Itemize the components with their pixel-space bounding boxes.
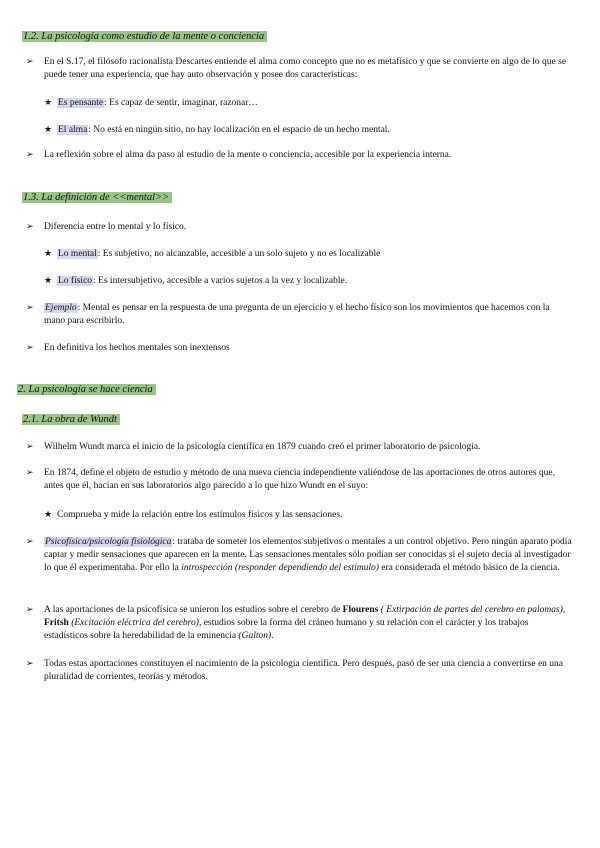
- arrow-bullet-icon: ➢: [26, 222, 34, 232]
- arrow-bullet-icon: ➢: [26, 343, 34, 353]
- arrow-bullet-icon: ➢: [26, 468, 34, 478]
- star-bullet-icon: ★: [44, 98, 53, 108]
- sub-bullet-el-alma: El alma: No está en ningún sitio, no hay localización en el espacio de un hecho mental.: [58, 125, 390, 135]
- bullet-reflexion: La reflexión sobre el alma da paso al estudio de la mente o conciencia, accesible por la experiencia interna.: [44, 150, 452, 160]
- bullet-nacimiento: Todas estas aportaciones constituyen el nacimiento de la psicología científica. Pero después, pasó de ser una ciencia a convertirse en una pluralidad de corrientes, teorías y métodos.: [44, 659, 564, 683]
- arrow-bullet-icon: ➢: [26, 303, 34, 313]
- heading-2: 2. La psicología se hace ciencia: [17, 383, 156, 396]
- arrow-bullet-icon: ➢: [26, 57, 34, 67]
- bullet-psicofisica: Psicofísica/psicología fisiológica: trataba de someter los elementos subjetivos o mentales a un control objetivo. Pero ningún aparato podía captar y medir sensaciones que aparecen en la mente. Las sensaciones mentales sólo podían ser conocidas si el sujeto decía al investigador lo que él experimentaba. Por ello la introspección (responder dependiendo del estímulo) era considerada el método básico de la ciencia.: [44, 537, 572, 574]
- bullet-1874: En 1874, define el objeto de estudio y método de una nueva ciencia independiente valiéndose de las aportaciones de otros autores que, antes que él, hacían en sus laboratorios algo parecido a lo que hizo Wundt en el suyo:: [44, 468, 555, 492]
- sub-bullet-comprueba: Comprueba y mide la relación entre los estímulos físicos y las sensaciones.: [57, 510, 343, 520]
- arrow-bullet-icon: ➢: [26, 150, 34, 160]
- bullet-wundt-1879: Wilhelm Wundt marca el inicio de la psicología científica en 1879 cuando creó el primer laboratorio de psicología.: [44, 442, 481, 452]
- bullet-ejemplo: Ejemplo: Mental es pensar en la respuesta de una pregunta de un ejercicio y el hecho físico son los movimientos que hacemos con la mano para escribirlo.: [44, 303, 550, 327]
- star-bullet-icon: ★: [44, 125, 53, 135]
- star-bullet-icon: ★: [44, 510, 53, 520]
- arrow-bullet-icon: ➢: [26, 605, 34, 615]
- star-bullet-icon: ★: [44, 249, 53, 259]
- heading-1-2: 1.2. La psicología como estudio de la mente o conciencia: [22, 30, 267, 43]
- heading-1-3: 1.3. La definición de <<mental>>: [22, 191, 172, 204]
- sub-bullet-es-pensante: Es pensante: Es capaz de sentir, imaginar, razonar…: [58, 98, 258, 108]
- bullet-inextensos: En definitiva los hechos mentales son inextensos: [44, 343, 230, 353]
- arrow-bullet-icon: ➢: [26, 659, 34, 669]
- sub-bullet-lo-mental: Lo mental: Es subjetivo, no alcanzable, accesible a un solo sujeto y no es localizable: [58, 249, 381, 259]
- bullet-diferencia: Diferencia entre lo mental y lo físico.: [44, 222, 187, 232]
- arrow-bullet-icon: ➢: [26, 537, 34, 547]
- heading-2-1: 2.1. La obra de Wundt: [22, 413, 120, 426]
- bullet-descartes: En el S.17, el filósofo racionalista Descartes entiende el alma como concepto que no es metafísico y que se convierte en algo de lo que se puede tener una experiencia, que hay auto observación y posee dos características:: [44, 57, 567, 81]
- star-bullet-icon: ★: [44, 276, 53, 286]
- arrow-bullet-icon: ➢: [26, 442, 34, 452]
- bullet-aportaciones: A las aportaciones de la psicofísica se unieron los estudios sobre el cerebro de Flourens ( Extirpación de partes del cerebro en palomas), Fritsh (Excitación eléctrica del cerebro), estudios sobre la forma del cráneo humano y su relación con el carácter y los trabajos estadísticos sobre la heredabilidad de la eminencia (Galton).: [44, 605, 566, 642]
- sub-bullet-lo-fisico: Lo físico: Es intersubjetivo, accesible a varios sujetos a la vez y localizable.: [58, 276, 348, 286]
